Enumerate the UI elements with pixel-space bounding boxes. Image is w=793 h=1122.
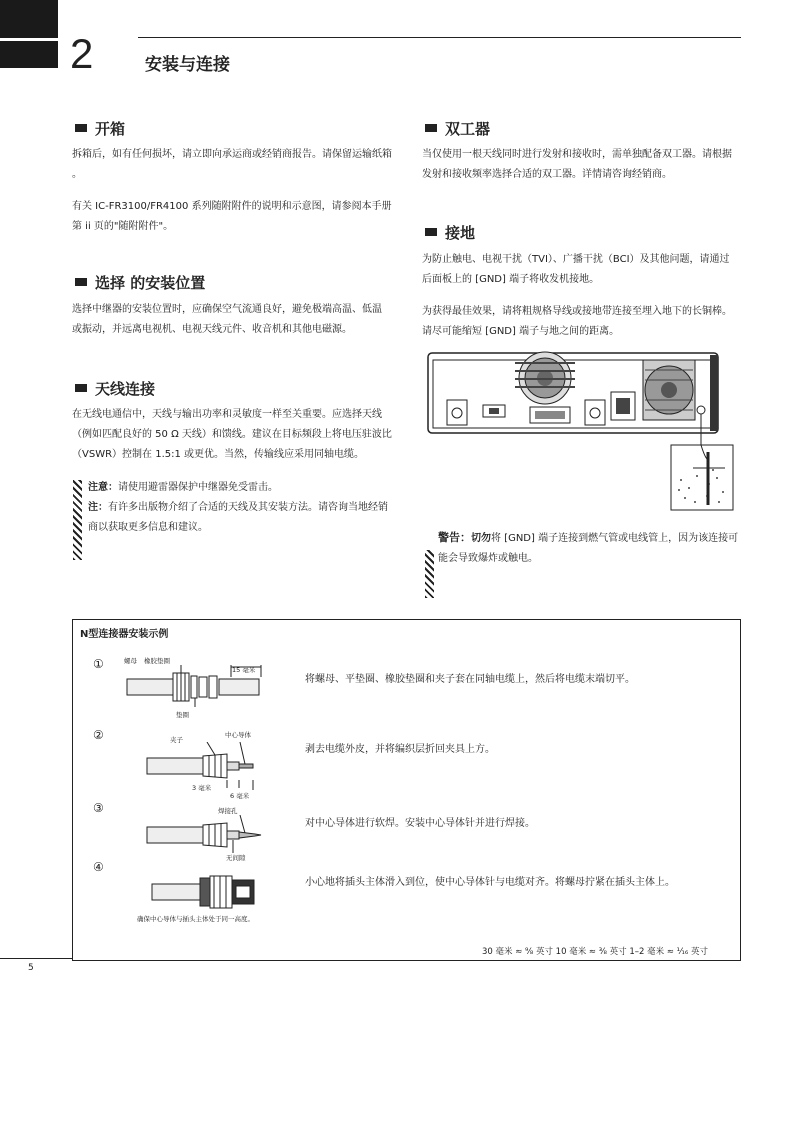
step-3-diagram [145,815,265,855]
fan-right-icon [643,360,695,420]
label-flush: 确保中心导体与插头主体处于同一高度。 [137,915,254,923]
footer-rule [0,958,72,959]
step-1-diagram [125,665,270,710]
step-3-number: ③ [93,801,104,815]
step-2-number: ② [93,728,104,742]
heading-duplexer: 双工器 [425,118,490,139]
label-washer: 垫圈 [176,711,189,719]
caution-note: 注意：请使用避雷器保护中继器免受雷击。 注：有许多出版物介绍了合适的天线及其安装方法。请咨询当地经销 商以获取更多信息和建议。 [88,482,388,533]
connector-box-title: N型连接器安装示例 [80,629,169,640]
step-2-text: 剥去电缆外皮，并将编织层折回夹具上方。 [305,744,495,755]
page-number: 5 [28,963,34,973]
label-no-gap: 无间隙 [226,854,246,862]
label-gasket: 橡胶垫圈 [144,657,170,665]
warning-note: 警告：切勿将 [GND] 端子连接到燃气管或电线管上，因为该连接可 能会导致爆炸或触电。 [438,531,739,564]
chapter-rule [138,37,741,38]
unit-conversion: 30 毫米 ≈ ⁹⁄₈ 英寸 10 毫米 ≈ ³⁄₈ 英寸 1–2 毫米 ≈ ¹⁄₁₆ 英寸 [482,947,709,957]
label-dim-6: 6 毫米 [230,792,250,800]
step-4-number: ④ [93,860,104,874]
heading-location: 选择 的安装位置 [75,272,205,293]
duplexer-text: 当仅使用一根天线同时进行发射和接收时，需单独配备双工器。请根据 发射和接收频率选择合适的双工器。详情请咨询经销商。 [422,149,732,180]
heading-ground: 接地 [425,222,475,243]
ground-text: 为防止触电、电视干扰（TVI）、广播干扰（BCI）及其他问题，请通过 后面板上的 [GND] 端子将收发机接地。 为获得最佳效果，请将粗规格导线或接地带连接至埋入地下的长铜棒。 请尽可能缩短 [GND] 端子与地之间的距离。 [422,254,732,337]
unpacking-text: 拆箱后，如有任何损坏，请立即向承运商或经销商报告。请保留运输纸箱 。 有关 IC-FR3100/FR4100 系列随附附件的说明和示意图，请参阅本手册 第 ii 页的"随附附件"。 [72,149,392,232]
ground-rod-inset [671,445,733,510]
step-1-number: ① [93,657,104,671]
location-text: 选择中继器的安装位置时，应确保空气流通良好，避免极端高温、低温 或振动，并远离电视机、电视天线元件、收音机和其他电磁源。 [72,304,382,335]
step-4-text: 小心地将插头主体滑入到位，使中心导体针与电缆对齐。将螺母拧紧在插头主体上。 [305,877,675,888]
warning-hatch [425,550,434,598]
step-3-text: 对中心导体进行软焊。安装中心导体针并进行焊接。 [305,818,535,829]
caution-hatch [73,480,82,560]
step-1-text: 将螺母、平垫圈、橡胶垫圈和夹子套在同轴电缆上，然后将电缆末端切平。 [305,674,635,685]
antenna-text: 在无线电通信中，天线与输出功率和灵敏度一样至关重要。应选择天线 （例如匹配良好的 50 Ω 天线）和馈线。建议在目标频段上将电压驻波比 （VSWR）控制在 1.5:1 或更优。当然，传输线应采用同轴电缆。 [72,409,392,460]
label-nut: 螺母 [124,657,137,665]
chapter-tab [0,0,58,68]
label-clamp: 夹子 [170,736,183,744]
label-center-conductor: 中心导体 [225,731,251,739]
rear-panel-illustration [425,350,747,515]
heading-unpacking: 开箱 [75,118,125,139]
label-solder-hole: 焊接孔 [218,807,238,815]
label-dim-3: 3 毫米 [192,784,212,792]
chapter-title: 安装与连接 [145,55,230,75]
step-2-diagram [145,742,260,792]
chapter-number: 2 [70,30,94,77]
heading-antenna: 天线连接 [75,378,155,399]
step-4-diagram [150,872,260,912]
label-dim-15: 15 毫米 [232,666,256,674]
